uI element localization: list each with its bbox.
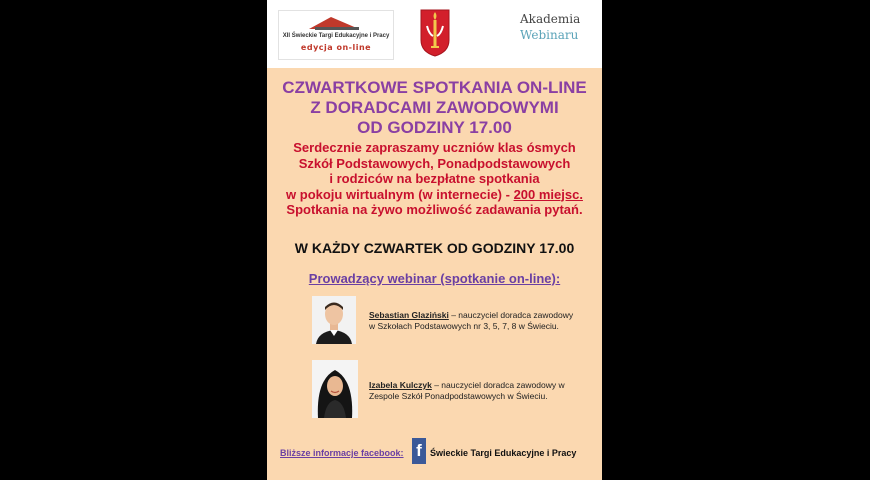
host-photo-izabela (312, 360, 358, 418)
poster (267, 0, 602, 480)
akademia-text: Akademia (520, 12, 581, 26)
host-bio-sebastian: Sebastian Glaziński – nauczyciel doradca zawodowy w Szkołach Podstawowych nr 3, 5, 7, 8 w Świeciu. (369, 310, 574, 331)
main-title: CZWARTKOWE SPOTKANIA ON-LINE Z DORADCAMI ZAWODOWYMI OD GODZINY 17.00 (282, 78, 587, 137)
hosts-heading: Prowadzący webinar (spotkanie on-line): (308, 271, 561, 286)
every-thursday-heading: W KAŻDY CZWARTEK OD GODZINY 17.00 (294, 240, 575, 256)
host-photo-sebastian (312, 296, 356, 344)
header-logos (267, 0, 602, 68)
coat-of-arms-icon (419, 6, 451, 58)
logo-line1: XII Świeckie Targi Edukacyjne i Pracy (282, 33, 390, 39)
targi-logo (278, 10, 394, 60)
facebook-page-name[interactable]: Świeckie Targi Edukacyjne i Pracy (430, 448, 577, 458)
facebook-icon[interactable]: f (412, 438, 426, 464)
logo-line2: edycja on-line (300, 43, 372, 52)
facebook-info-link[interactable]: Bliższe informacje facebook: (280, 448, 404, 458)
invitation-text: Serdecznie zapraszamy uczniów klas ósmych Szkół Podstawowych, Ponadpodstawowych i rodziców na bezpłatne spotkania w pokoju wirtualnym (w internecie) - 200 miejsc. Spotkania na żywo możliwość zadawania pytań. (286, 140, 583, 217)
webinaru-text: Webinaru (520, 28, 579, 42)
host-bio-izabela: Izabela Kulczyk – nauczyciel doradca zawodowy w Zespole Szkół Ponadpodstawowych w Świeciu. (369, 380, 565, 401)
